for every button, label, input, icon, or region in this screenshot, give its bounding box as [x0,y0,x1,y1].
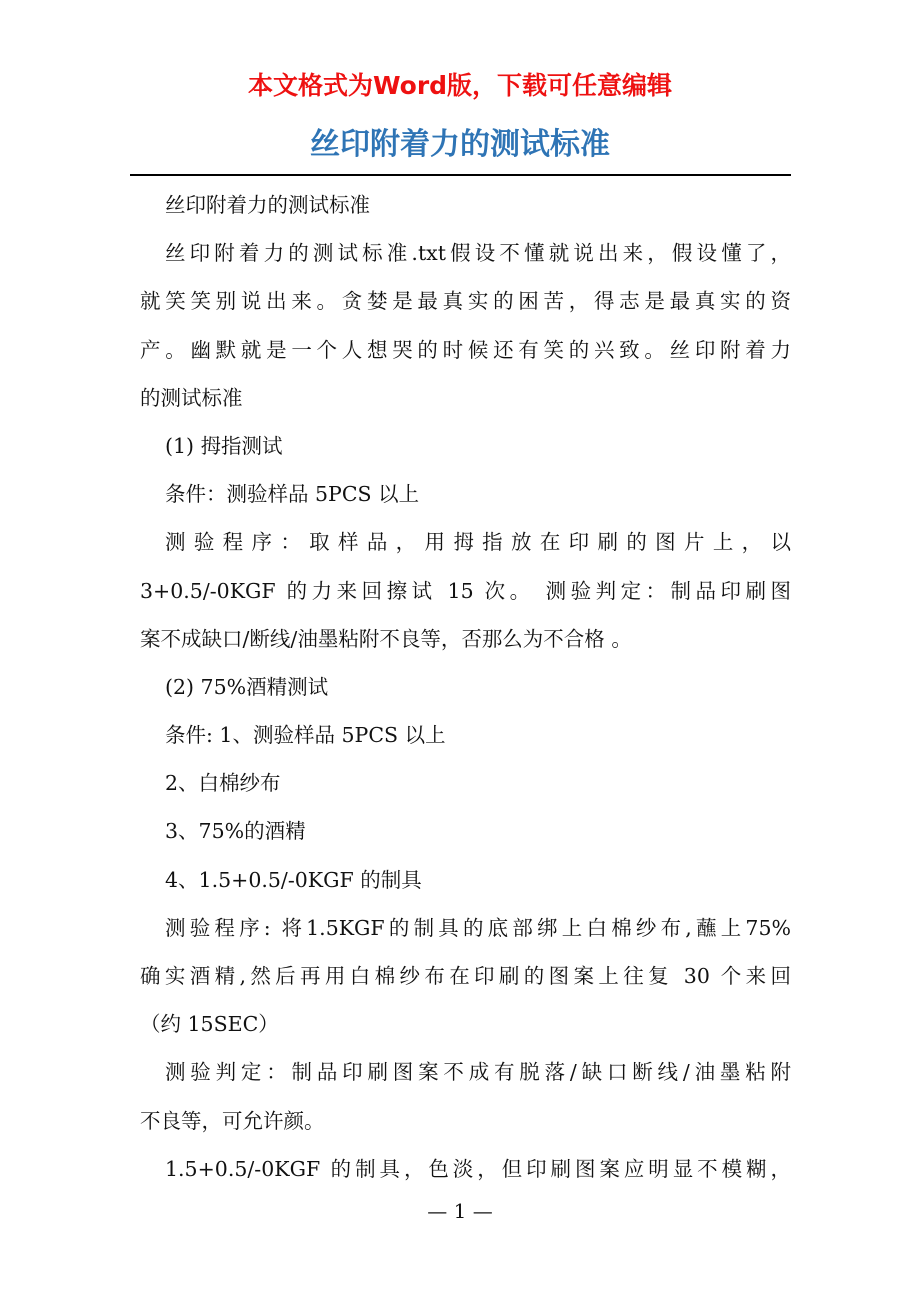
text-line: 测验程序: 将1.5KGF的制具的底部绑上白棉纱布,蘸上75% [165,915,791,940]
text-line: (1) 拇指测试 [165,433,283,458]
editable-word-banner: 本文格式为Word版，下载可任意编辑 [247,71,673,100]
document-body [140,181,791,1193]
text-line: 测验判定：制品印刷图案不成有脱落/缺口断线/油墨粘附 [165,1060,791,1085]
text-line: 丝印附着力的测试标准 [165,193,370,217]
page-number: — 1 — [427,1199,493,1223]
document-title: 丝印附着力的测试标准 [310,127,610,162]
text-line: 条件: 1、测验样品 5PCS 以上 [165,723,446,748]
text-line: 2、白棉纱布 [165,771,281,796]
text-line: 测验程序：取样品，用拇指放在印刷的图片上，以 [165,530,791,555]
text-line: 产。幽默就是一个人想哭的时候还有笑的兴致。丝印附着力 [140,337,791,362]
text-line: 1.5+0.5/-0KGF 的制具，色淡，但印刷图案应明显不模糊， [165,1156,791,1181]
text-line: 4、1.5+0.5/-0KGF 的制具 [165,867,422,892]
text-line: 确实酒精,然后再用白棉纱布在印刷的图案上往复 30 个来回 [140,964,791,988]
text-line: 3+0.5/-0KGF 的力来回擦试 15 次。 测验判定：制品印刷图 [140,578,791,603]
text-line: （约 15SEC） [140,1012,279,1037]
text-line: 条件：测验样品 5PCS 以上 [165,482,420,507]
text-line: (2) 75%酒精测试 [165,674,329,699]
text-line: 就笑笑别说出来。贪婪是最真实的困苦，得志是最真实的资 [140,289,791,314]
text-line: 3、75%的酒精 [165,819,306,844]
text-line: 的测试标准 [140,385,243,410]
text-line: 丝印附着力的测试标准.txt假设不懂就说出来，假设懂了， [165,241,791,266]
text-line: 案不成缺口/断线/油墨粘附不良等，否那么为不合格 。 [140,626,632,651]
title-divider [130,174,791,176]
text-line: 不良等，可允许颜。 [140,1108,325,1133]
